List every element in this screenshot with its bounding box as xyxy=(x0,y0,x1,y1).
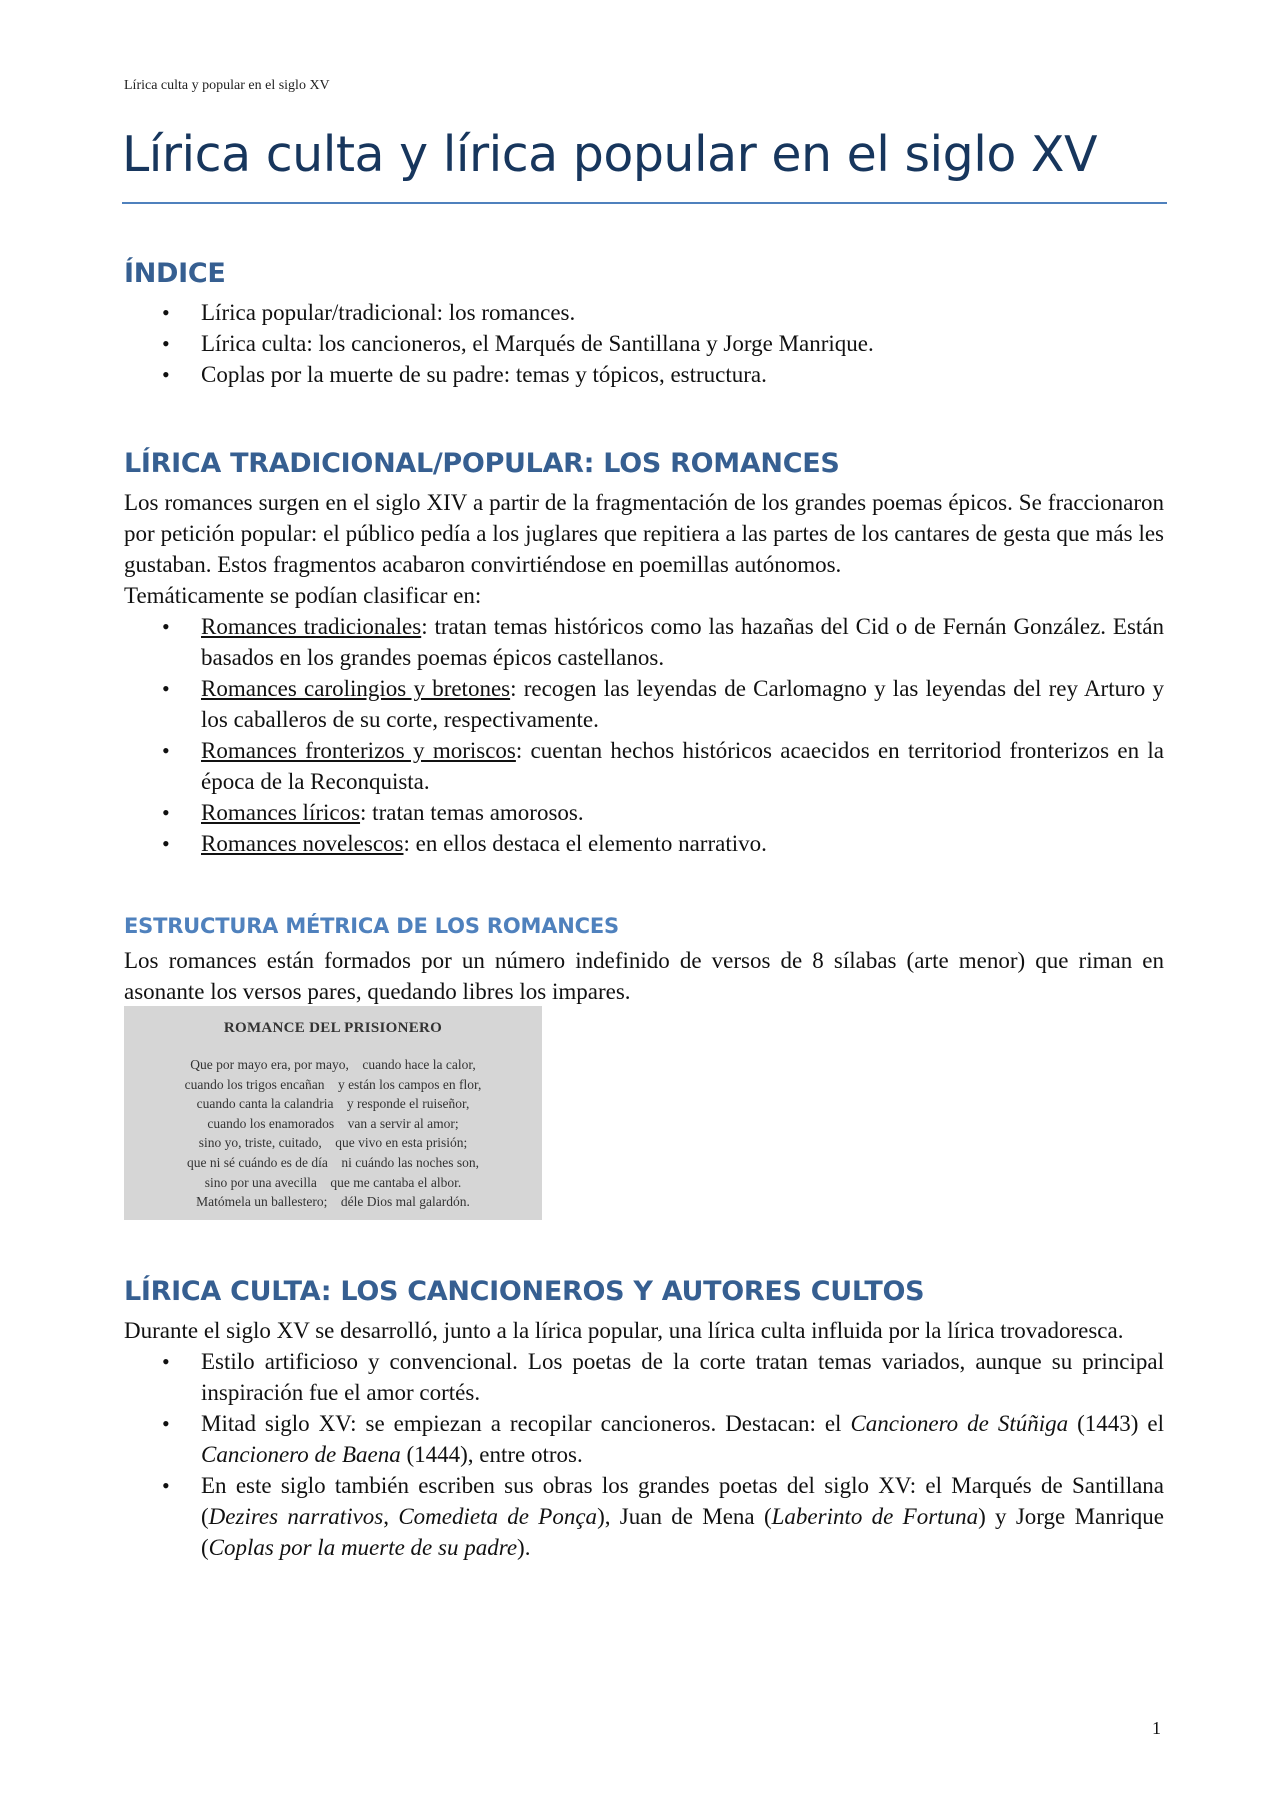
romance-type-item xyxy=(124,797,1164,828)
work-title: Coplas por la muerte de su padre xyxy=(208,1535,518,1560)
romance-type-term: Romances tradicionales xyxy=(201,614,422,639)
poem-line: sino por una avecilla que me cantaba el albor. xyxy=(204,1174,462,1190)
index-heading: ÍNDICE xyxy=(124,258,226,289)
romance-type-item xyxy=(124,828,1164,859)
romance-type-text: : cuentan hechos históricos acaecidos en territoriod fronterizos en la época de la Reconquista. xyxy=(201,738,1165,794)
romance-type-text: : recogen las leyendas de Carlomagno y las leyendas del rey Arturo y los caballeros de su corte, respectivamente. xyxy=(201,676,1164,732)
romances-section xyxy=(124,487,1164,859)
culta-heading: LÍRICA CULTA: LOS CANCIONEROS Y AUTORES CULTOS xyxy=(124,1276,925,1307)
classify-intro: Temáticamente se podían clasificar en: xyxy=(124,583,482,608)
work-title: Cancionero de Baena xyxy=(201,1442,401,1467)
metrica-section xyxy=(124,945,1164,1007)
poem-line: cuando los trigos encañan y están los campos en flor, xyxy=(184,1076,482,1092)
poem-line: cuando los enamorados van a servir al amor; xyxy=(207,1115,459,1131)
culta-section xyxy=(124,1315,1164,1563)
index-section xyxy=(124,297,1164,390)
romance-type-item xyxy=(124,611,1164,673)
metrica-heading: ESTRUCTURA MÉTRICA DE LOS ROMANCES xyxy=(124,914,619,938)
romance-type-item xyxy=(124,735,1164,797)
poem-line: que ni sé cuándo es de día ni cuándo las noches son, xyxy=(186,1154,480,1170)
index-item: • Lírica popular/tradicional: los romances. xyxy=(124,297,1164,328)
romance-type-term: Romances fronterizos y moriscos xyxy=(201,738,516,763)
poem-line: Matómela un ballestero; déle Dios mal galardón. xyxy=(196,1194,470,1210)
culta-text: (1444), entre otros. xyxy=(400,1442,583,1467)
romance-type-text: : tratan temas históricos como las hazañas del Cid o de Fernán González. Están basados en los grandes poemas épicos castellanos. xyxy=(201,614,1165,670)
romances-heading: LÍRICA TRADICIONAL/POPULAR: LOS ROMANCES xyxy=(124,448,840,479)
index-list xyxy=(124,297,1164,390)
romance-type-text: : en ellos destaca el elemento narrativo. xyxy=(403,831,767,856)
metrica-text: Los romances están formados por un número indefinido de versos de 8 sílabas (arte menor) que riman en asonante los versos pares, quedando libres los impares. xyxy=(124,948,1164,1004)
poem-line: Que por mayo era, por mayo, cuando hace la calor, xyxy=(190,1057,476,1072)
romance-type-item xyxy=(124,673,1164,735)
title-underline xyxy=(122,202,1167,204)
poem-line: sino yo, triste, cuitado, que vivo en esta prisión; xyxy=(198,1135,468,1151)
culta-text: ) y Jorge Manrique ( xyxy=(201,1504,1164,1560)
culta-item: • Estilo artificioso y convencional. Los poetas de la corte tratan temas variados, aunque su principal inspiración fue el amor cortés. xyxy=(124,1346,1164,1408)
index-item: • Lírica culta: los cancioneros, el Marqués de Santillana y Jorge Manrique. xyxy=(124,328,1164,359)
culta-item xyxy=(124,1470,1164,1563)
work-title: Cancionero de Stúñiga xyxy=(850,1411,1069,1436)
romance-types-list xyxy=(124,611,1164,859)
page-number: 1 xyxy=(1152,1718,1161,1738)
work-title: Dezires narrativos xyxy=(208,1504,384,1529)
culta-item xyxy=(124,1408,1164,1470)
culta-text: En este siglo también escriben sus obras los grandes poetas del siglo XV: el Marqués de Santillana ( xyxy=(201,1473,1164,1529)
running-header: Lírica culta y popular en el siglo XV xyxy=(124,78,330,93)
page-title: Lírica culta y lírica popular en el siglo XV xyxy=(122,126,1097,183)
romance-type-term: Romances líricos xyxy=(201,800,361,825)
work-title: Comedieta de Ponça xyxy=(398,1504,598,1529)
romance-type-text: : tratan temas amorosos. xyxy=(360,800,584,825)
culta-text: ), Juan de Mena ( xyxy=(597,1504,772,1529)
culta-text: Mitad siglo XV: se empiezan a recopilar cancioneros. Destacan: el xyxy=(201,1411,851,1436)
poem-line: cuando canta la calandria y responde el ruiseñor, xyxy=(196,1096,470,1112)
culta-list xyxy=(124,1346,1164,1563)
romance-type-term: Romances carolingios y bretones xyxy=(201,676,511,701)
romance-type-term: Romances novelescos xyxy=(201,831,404,856)
culta-text: ). xyxy=(517,1535,531,1560)
culta-text: (1443) el xyxy=(1068,1411,1165,1436)
poem-title: ROMANCE DEL PRISIONERO xyxy=(223,1020,443,1036)
index-item: • Coplas por la muerte de su padre: temas y tópicos, estructura. xyxy=(124,359,1164,390)
work-title: Laberinto de Fortuna xyxy=(771,1504,979,1529)
romances-intro: Los romances surgen en el siglo XIV a partir de la fragmentación de los grandes poemas épicos. Se fraccionaron por petición popular: el público pedía a los juglares que repitiera a las partes de los cantares de gesta que más les gustaban. Estos fragmentos acabaron convirtiéndose en poemillas autónomos. xyxy=(124,490,1164,577)
culta-text: , xyxy=(383,1504,399,1529)
poem-lines xyxy=(124,1055,542,1212)
culta-intro: Durante el siglo XV se desarrolló, junto a la lírica popular, una lírica culta influida por la lírica trovadoresca. xyxy=(124,1318,1124,1343)
poem-image xyxy=(124,1006,542,1220)
